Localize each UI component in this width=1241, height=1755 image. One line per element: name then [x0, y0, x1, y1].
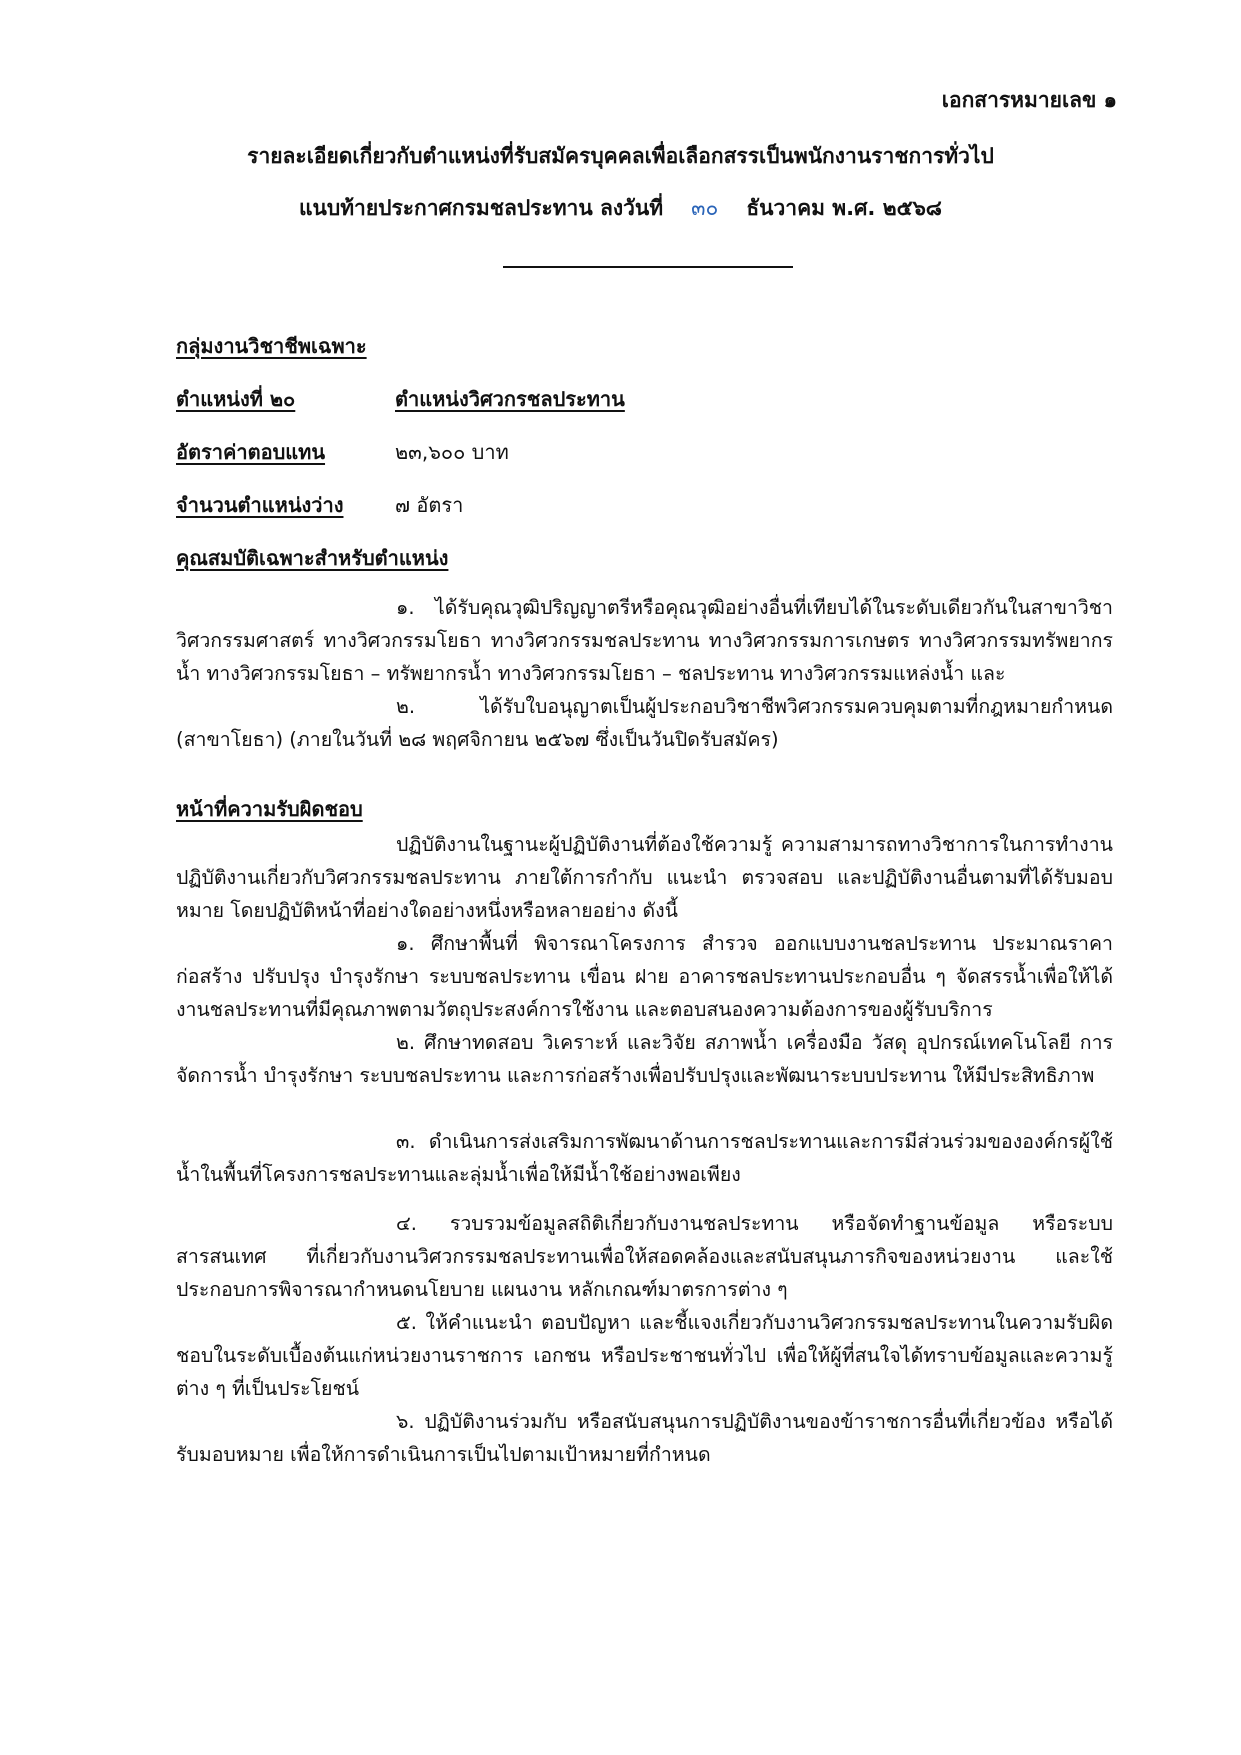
salary-row	[176, 436, 509, 468]
salary-label: อัตราค่าตอบแทน	[176, 440, 326, 464]
vacancy-label: จำนวนตำแหน่งว่าง	[176, 493, 344, 517]
group-heading: กลุ่มงานวิชาชีพเฉพาะ	[176, 334, 367, 358]
duties-intro: ปฏิบัติงานในฐานะผู้ปฏิบัติงานที่ต้องใช้ความรู้ ความสามารถทางวิชาการในการทำงาน ปฏิบัติงานเกี่ยวกับวิศวกรรมชลประทาน ภายใต้การกำกับ แนะนำ ตรวจสอบ และปฏิบัติงานอื่นตามที่ได้รับมอบหมาย โดยปฏิบัติหน้าที่อย่างใดอย่างหนึ่งหรือหลายอย่าง ดังนี้	[176, 833, 1113, 922]
title-divider	[503, 266, 793, 268]
document-title: รายละเอียดเกี่ยวกับตำแหน่งที่รับสมัครบุคคลเพื่อเลือกสรรเป็นพนักงานราชการทั่วไป	[247, 144, 994, 168]
qualification-item: ๒. ได้รับใบอนุญาตเป็นผู้ประกอบวิชาชีพวิศวกรรมควบคุมตามที่กฎหมายกำหนด (สาขาโยธา) (ภายในวันที่ ๒๘ พฤศจิกายน ๒๕๖๗ ซึ่งเป็นวันปิดรับสมัคร)	[176, 695, 1113, 751]
duty-item: ๔. รวบรวมข้อมูลสถิติเกี่ยวกับงานชลประทาน หรือจัดทำฐานข้อมูล หรือระบบสารสนเทศ ที่เกี่ยวกับงานวิศวกรรมชลประทานเพื่อให้สอดคล้องและสนับสนุนภารกิจของหน่วยงาน และใช้ประกอบการพิจารณากำหนดนโยบาย แผนงาน หลักเกณฑ์มาตรการต่าง ๆ	[176, 1212, 1113, 1301]
document-number: เอกสารหมายเลข ๑	[941, 88, 1117, 112]
qualifications-heading: คุณสมบัติเฉพาะสำหรับตำแหน่ง	[176, 546, 449, 570]
position-row	[176, 383, 625, 415]
subtitle-prefix: แนบท้ายประกาศกรมชลประทาน ลงวันที่	[298, 196, 664, 220]
duty-item: ๒. ศึกษาทดสอบ วิเคราะห์ และวิจัย สภาพน้ำ เครื่องมือ วัสดุ อุปกรณ์เทคโนโลยี การจัดการน้ำ บำรุงรักษา ระบบชลประทาน และการก่อสร้างเพื่อปรับปรุงและพัฒนาระบบประทาน ให้มีประสิทธิภาพ	[176, 1031, 1113, 1087]
duty-item: ๖. ปฏิบัติงานร่วมกับ หรือสนับสนุนการปฏิบัติงานของข้าราชการอื่นที่เกี่ยวข้อง หรือได้รับมอบหมาย เพื่อให้การดำเนินการเป็นไปตามเป้าหมายที่กำหนด	[176, 1410, 1113, 1466]
vacancy-row	[176, 489, 464, 521]
qualification-item: ๑. ได้รับคุณวุฒิปริญญาตรีหรือคุณวุฒิอย่างอื่นที่เทียบได้ในระดับเดียวกันในสาขาวิชาวิศวกรรมศาสตร์ ทางวิศวกรรมโยธา ทางวิศวกรรมชลประทาน ทางวิศวกรรมการเกษตร ทางวิศวกรรมทรัพยากรน้ำ ทางวิศวกรรมโยธา – ทรัพยากรน้ำ ทางวิศวกรรมโยธา – ชลประทาน ทางวิศวกรรมแหล่งน้ำ และ	[176, 596, 1113, 685]
salary-value: ๒๓,๖๐๐ บาท	[395, 440, 509, 464]
vacancy-value: ๗ อัตรา	[395, 493, 464, 517]
duty-item: ๑. ศึกษาพื้นที่ พิจารณาโครงการ สำรวจ ออกแบบงานชลประทาน ประมาณราคาก่อสร้าง ปรับปรุง บำรุงรักษา ระบบชลประทาน เขื่อน ฝาย อาคารชลประทานประกอบอื่น ๆ จัดสรรน้ำเพื่อให้ได้งานชลประทานที่มีคุณภาพตามวัตถุประสงค์การใช้งาน และตอบสนองความต้องการของผู้รับบริการ	[176, 932, 1113, 1021]
duty-item: ๕. ให้คำแนะนำ ตอบปัญหา และชี้แจงเกี่ยวกับงานวิศวกรรมชลประทานในความรับผิดชอบในระดับเบื้องต้นแก่หน่วยงานราชการ เอกชน หรือประชาชนทั่วไป เพื่อให้ผู้ที่สนใจได้ทราบข้อมูลและความรู้ต่าง ๆ ที่เป็นประโยชน์	[176, 1311, 1113, 1400]
subtitle-day: ๓๐	[691, 196, 719, 220]
position-name: ตำแหน่งวิศวกรชลประทาน	[395, 387, 625, 411]
duty-item: ๓. ดำเนินการส่งเสริมการพัฒนาด้านการชลประทานและการมีส่วนร่วมขององค์กรผู้ใช้น้ำในพื้นที่โครงการชลประทานและลุ่มน้ำเพื่อให้มีน้ำใช้อย่างพอเพียง	[176, 1130, 1113, 1186]
duties-heading: หน้าที่ความรับผิดชอบ	[176, 797, 363, 821]
document-subtitle	[0, 192, 1241, 225]
subtitle-suffix: ธันวาคม พ.ศ. ๒๕๖๘	[746, 196, 942, 220]
position-number-label: ตำแหน่งที่ ๒๐	[176, 387, 296, 411]
